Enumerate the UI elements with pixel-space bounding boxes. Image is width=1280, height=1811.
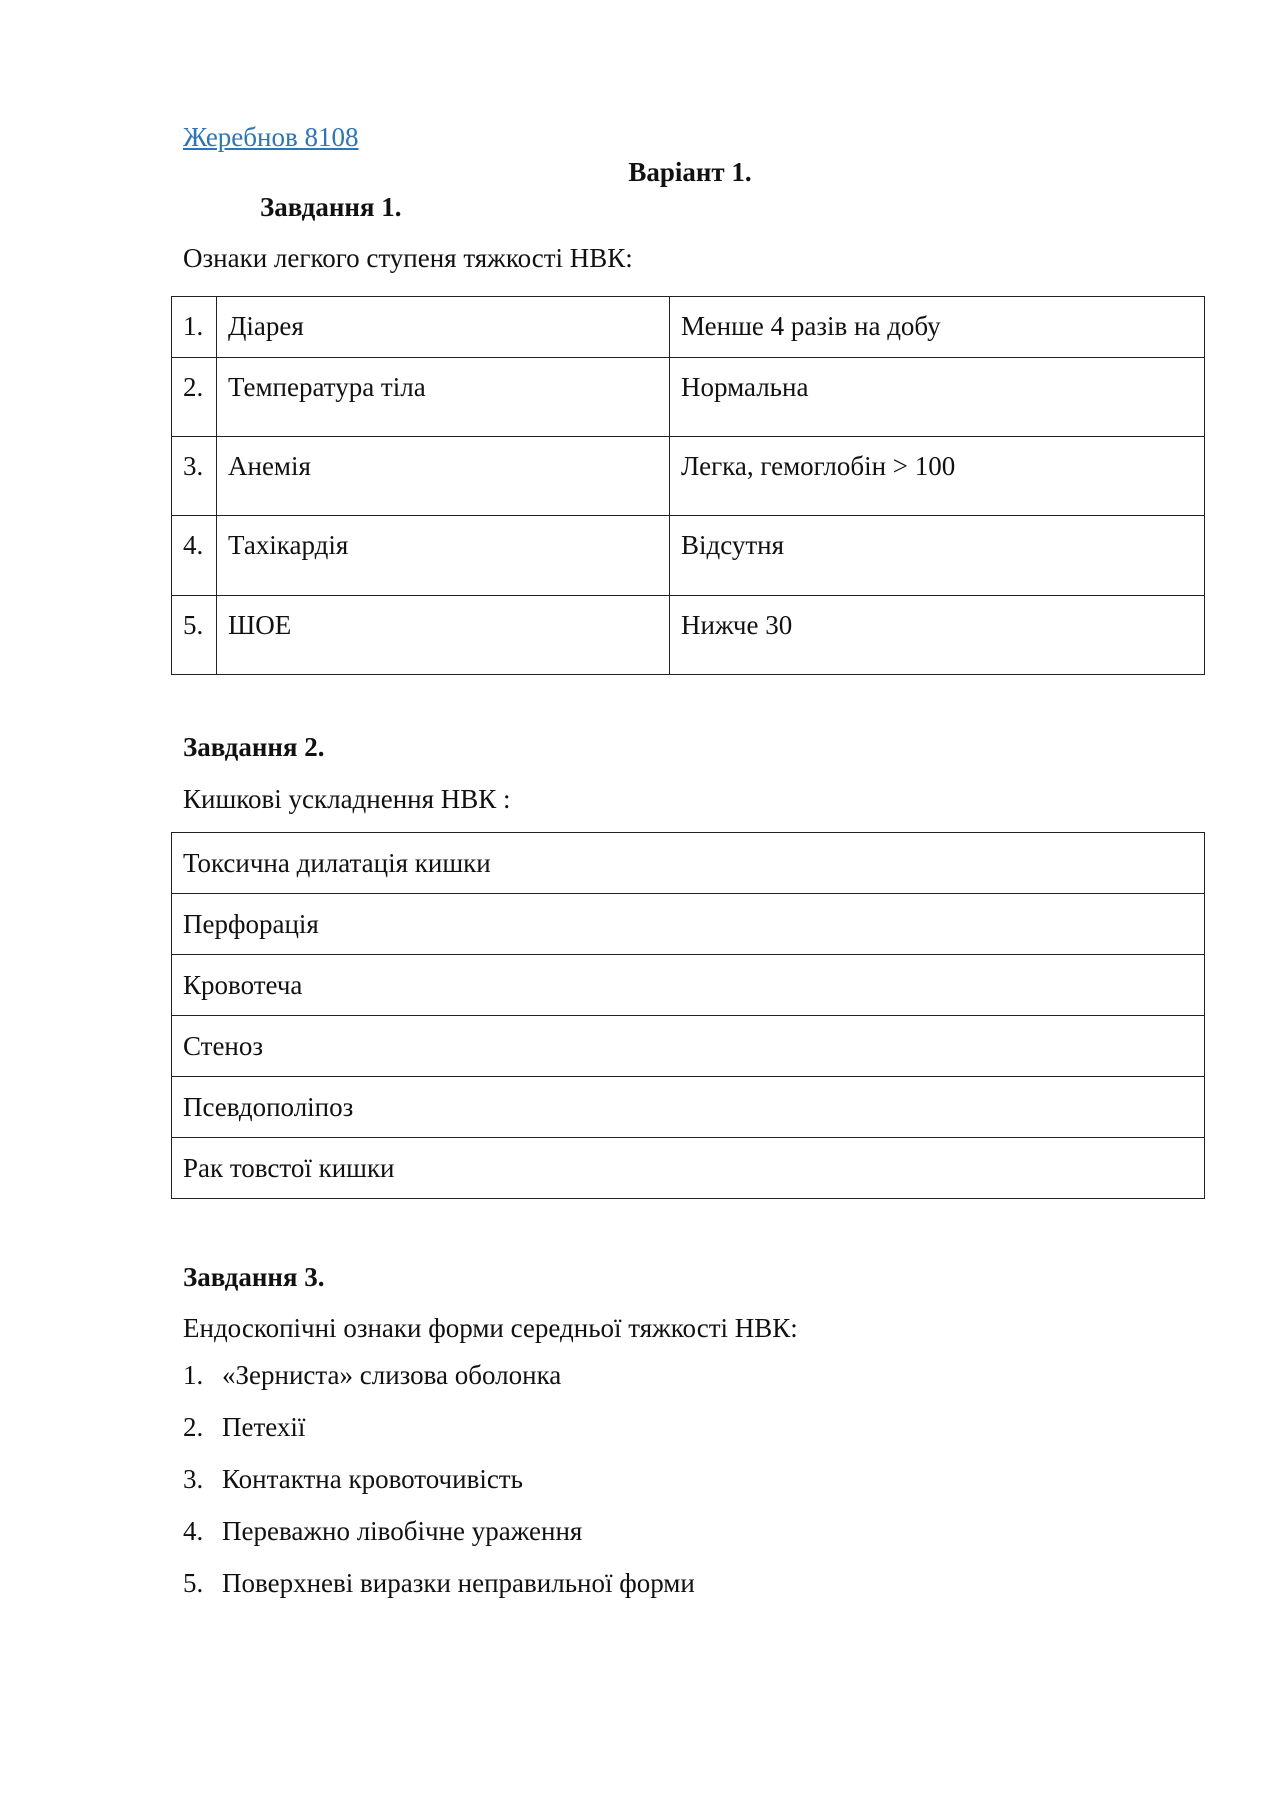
complication-cell: Рак товстої кишки bbox=[172, 1138, 1205, 1199]
list-item bbox=[183, 1464, 695, 1516]
row-parameter: ШОЕ bbox=[217, 596, 670, 675]
row-value: Нижче 30 bbox=[670, 596, 1205, 675]
list-item bbox=[183, 1568, 695, 1620]
row-number: 2. bbox=[172, 358, 217, 437]
table-row bbox=[172, 1077, 1205, 1138]
table-row bbox=[172, 437, 1205, 516]
list-item-text: «Зерниста» слизова оболонка bbox=[222, 1360, 562, 1390]
list-item-text: Поверхневі виразки неправильної форми bbox=[222, 1568, 695, 1598]
table-row bbox=[172, 358, 1205, 437]
row-value: Нормальна bbox=[670, 358, 1205, 437]
task3-heading: Завдання 3. bbox=[183, 1262, 325, 1292]
task2-heading: Завдання 2. bbox=[183, 732, 325, 762]
author-link[interactable]: Жеребнов 8108 bbox=[183, 122, 359, 152]
task2-intro: Кишкові ускладнення НВК : bbox=[183, 784, 511, 814]
task3-intro: Ендоскопічні ознаки форми середньої тяжкості НВК: bbox=[183, 1313, 798, 1343]
row-number: 4. bbox=[172, 516, 217, 596]
list-item bbox=[183, 1360, 695, 1412]
list-number: 4. bbox=[183, 1516, 204, 1546]
list-item-text: Петехії bbox=[222, 1412, 306, 1442]
row-parameter: Діарея bbox=[217, 297, 670, 358]
list-item-text: Контактна кровоточивість bbox=[222, 1464, 523, 1494]
complication-cell: Стеноз bbox=[172, 1016, 1205, 1077]
complications-table bbox=[171, 832, 1205, 1199]
table-row bbox=[172, 516, 1205, 596]
complication-cell: Псевдополіпоз bbox=[172, 1077, 1205, 1138]
list-number: 5. bbox=[183, 1568, 204, 1598]
row-value: Менше 4 разів на добу bbox=[670, 297, 1205, 358]
row-parameter: Температура тіла bbox=[217, 358, 670, 437]
list-number: 1. bbox=[183, 1360, 204, 1390]
row-value: Відсутня bbox=[670, 516, 1205, 596]
list-item bbox=[183, 1516, 695, 1568]
list-item-text: Переважно лівобічне ураження bbox=[222, 1516, 583, 1546]
table-row bbox=[172, 894, 1205, 955]
row-number: 3. bbox=[172, 437, 217, 516]
list-item bbox=[183, 1412, 695, 1464]
complication-cell: Токсична дилатація кишки bbox=[172, 833, 1205, 894]
table-row bbox=[172, 1138, 1205, 1199]
task1-intro: Ознаки легкого ступеня тяжкості НВК: bbox=[183, 243, 633, 273]
task1-heading: Завдання 1. bbox=[260, 192, 402, 222]
table-row bbox=[172, 1016, 1205, 1077]
complication-cell: Кровотеча bbox=[172, 955, 1205, 1016]
severity-table bbox=[171, 296, 1205, 675]
row-number: 1. bbox=[172, 297, 217, 358]
table-row bbox=[172, 297, 1205, 358]
list-number: 3. bbox=[183, 1464, 204, 1494]
list-number: 2. bbox=[183, 1412, 204, 1442]
row-parameter: Тахікардія bbox=[217, 516, 670, 596]
table-row bbox=[172, 596, 1205, 675]
row-value: Легка, гемоглобін > 100 bbox=[670, 437, 1205, 516]
complication-cell: Перфорація bbox=[172, 894, 1205, 955]
table-row bbox=[172, 833, 1205, 894]
row-parameter: Анемія bbox=[217, 437, 670, 516]
endoscopic-signs-list bbox=[183, 1360, 695, 1620]
variant-title: Варіант 1. bbox=[628, 157, 752, 187]
row-number: 5. bbox=[172, 596, 217, 675]
table-row bbox=[172, 955, 1205, 1016]
